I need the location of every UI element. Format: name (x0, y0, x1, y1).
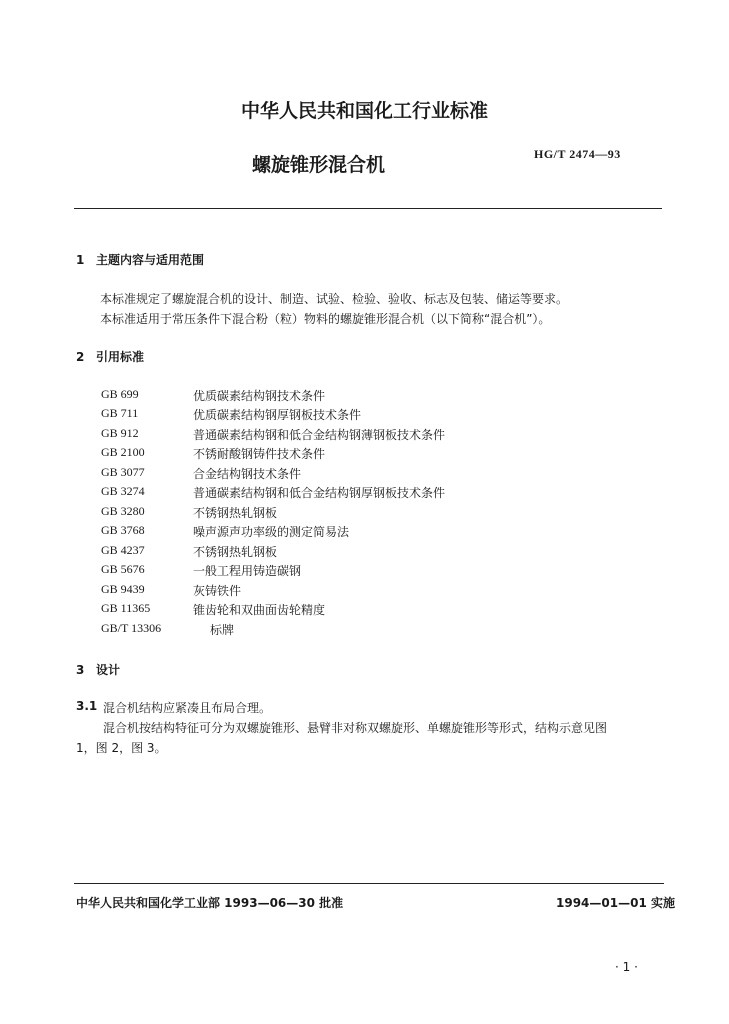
section-3-number: 3 (76, 663, 85, 677)
reference-code: GB 3274 (101, 484, 145, 498)
clause-3-1-text: 混合机结构应紧凑且布局合理。 (103, 701, 272, 715)
standard-code: HG/T 2474—93 (534, 147, 621, 161)
reference-title: 一般工程用铸造碳钢 (193, 564, 302, 578)
reference-code: GB 2100 (101, 445, 145, 459)
reference-title: 普通碳素结构钢和低合金结构钢薄钢板技术条件 (193, 428, 446, 442)
document-title: 螺旋锥形混合机 (252, 154, 386, 176)
section-2-heading (76, 348, 144, 365)
reference-title: 普通碳素结构钢和低合金结构钢厚钢板技术条件 (193, 486, 446, 500)
reference-code: GB 11365 (101, 601, 151, 615)
section-3-paragraph-line: 1，图 2，图 3。 (76, 741, 167, 755)
reference-code: GB/T 13306 (101, 621, 162, 635)
section-1-title: 主题内容与适用范围 (96, 253, 205, 267)
reference-title: 优质碳素结构钢技术条件 (193, 389, 326, 403)
issuer-heading: 中华人民共和国化工行业标准 (240, 100, 488, 122)
section-3-paragraph-line: 混合机按结构特征可分为双螺旋锥形、悬臂非对称双螺旋形、单螺旋锥形等形式，结构示意见图 (103, 721, 608, 735)
section-2-number: 2 (76, 350, 85, 364)
reference-code: GB 3280 (101, 504, 145, 518)
reference-title: 噪声源声功率级的测定简易法 (193, 525, 350, 539)
reference-code: GB 4237 (101, 543, 145, 557)
reference-title: 标牌 (210, 623, 235, 637)
reference-code: GB 699 (101, 387, 139, 401)
reference-title: 不锈耐酸钢铸件技术条件 (193, 447, 326, 461)
reference-title: 不锈钢热轧钢板 (193, 506, 278, 520)
reference-code: GB 3768 (101, 523, 145, 537)
reference-title: 优质碳素结构钢厚钢板技术条件 (193, 408, 362, 422)
reference-code: GB 912 (101, 426, 139, 440)
footer-rule (74, 883, 664, 884)
section-3-heading (76, 661, 120, 678)
section-1-paragraph: 本标准规定了螺旋混合机的设计、制造、试验、检验、验收、标志及包装、储运等要求。 (100, 292, 569, 306)
approval-line: 中华人民共和国化学工业部 1993—06—30 批准 (76, 896, 344, 910)
section-1-number: 1 (76, 253, 85, 267)
section-3-title: 设计 (96, 663, 121, 677)
reference-title: 锥齿轮和双曲面齿轮精度 (193, 603, 326, 617)
reference-code: GB 711 (101, 406, 139, 420)
implementation-date: 1994—01—01 实施 (556, 896, 675, 910)
reference-title: 灰铸铁件 (193, 584, 242, 598)
reference-code: GB 3077 (101, 465, 145, 479)
section-2-title: 引用标准 (96, 350, 145, 364)
reference-code: GB 9439 (101, 582, 145, 596)
reference-code: GB 5676 (101, 562, 145, 576)
reference-title: 不锈钢热轧钢板 (193, 545, 278, 559)
section-1-paragraph: 本标准适用于常压条件下混合粉（粒）物料的螺旋锥形混合机（以下简称“混合机”）。 (100, 312, 551, 326)
clause-3-1-number: 3.1 (76, 699, 98, 713)
header-rule (74, 208, 662, 209)
reference-title: 合金结构钢技术条件 (193, 467, 302, 481)
section-1-heading (76, 251, 204, 268)
page-number: · 1 · (615, 960, 638, 974)
